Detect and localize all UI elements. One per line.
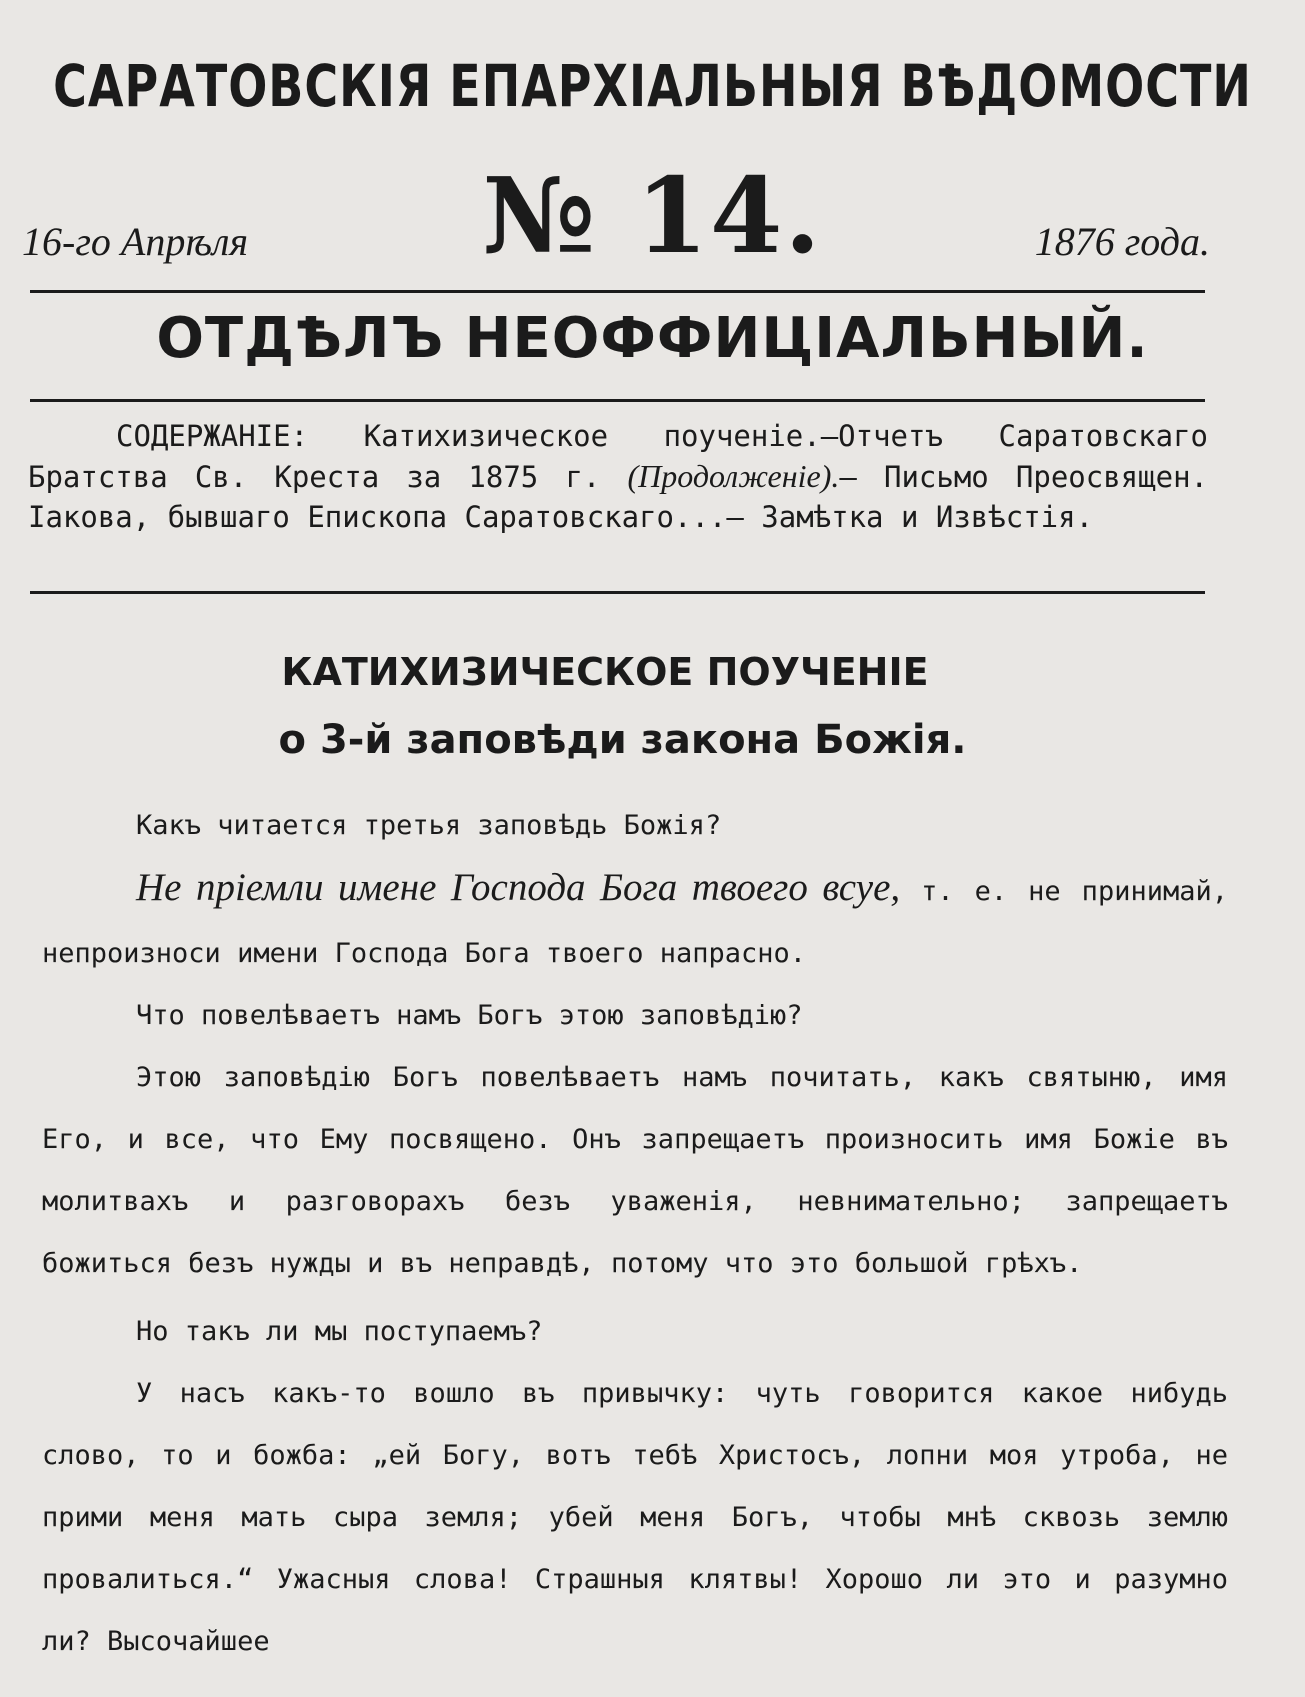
- issue-date: 16-го Апрѣля: [22, 219, 249, 264]
- article-body: [42, 795, 1228, 1673]
- article-title: КАТИХИЗИЧЕСКОЕ ПОУЧЕНІЕ: [281, 650, 929, 694]
- question-paragraph: Какъ читается третья заповѣдь Божія?: [136, 810, 722, 841]
- contents-label: СОДЕРЖАНІЕ:: [116, 419, 309, 453]
- contents-continued-note: (Продолженіе).: [627, 458, 840, 494]
- table-of-contents: [28, 416, 1208, 537]
- masthead-title: САРАТОВСКІЯ ЕПАРХІАЛЬНЫЯ ВѢДОМОСТИ: [53, 52, 1252, 120]
- divider-rule: [30, 591, 1205, 594]
- section-title: ОТДѢЛЪ НЕОФФИЦІАЛЬНЫЙ.: [156, 306, 1149, 371]
- issue-number: № 14.: [482, 154, 823, 277]
- divider-rule: [30, 399, 1205, 402]
- answer-paragraph: [42, 857, 1228, 985]
- divider-rule: [30, 290, 1205, 293]
- dateline: [0, 154, 1305, 280]
- contents-text: Катихизическое поученіе.—Отчетъ Саратовскаго Братства Св. Креста за 1875 г.: [28, 419, 1208, 494]
- article-subtitle: о 3-й заповѣди закона Божія.: [278, 717, 967, 763]
- issue-year: 1876 года.: [1034, 219, 1210, 264]
- contents-text: — Письмо Преосвящен. Іакова, бывшаго Епископа Саратовскаго...— Замѣтка и Извѣстія.: [28, 460, 1208, 534]
- answer-paragraph: Этою заповѣдію Богъ повелѣваетъ намъ почитать, какъ святыню, имя Его, и все, что Ему посвящено. Онъ запрещаетъ произносить имя Божіе въ молитвахъ и разговорахъ безъ уваженія, невнимательно; запрещаетъ божиться безъ нужды и въ неправдѣ, потому что это большой грѣхъ.: [42, 1062, 1228, 1279]
- commandment-quote: Не пріемли имене Господа Бога твоего всуе,: [136, 866, 901, 909]
- answer-paragraph: У насъ какъ-то вошло въ привычку: чуть говорится какое нибудь слово, то и божба: „ей Богу, вотъ тебѣ Христосъ, лопни моя утроба, не прими меня мать сыра земля; убей меня Богъ, чтобы мнѣ сквозь землю провалиться.“ Ужасныя слова! Страшныя клятвы! Хорошо ли это и разумно ли? Высочайшее: [42, 1378, 1228, 1657]
- question-paragraph: Но такъ ли мы поступаемъ?: [136, 1316, 543, 1347]
- question-paragraph: Что повелѣваетъ намъ Богъ этою заповѣдію?: [136, 1000, 803, 1031]
- answer-text: т. е. не принимай, непроизноси имени Господа Бога твоего напрасно.: [42, 876, 1228, 969]
